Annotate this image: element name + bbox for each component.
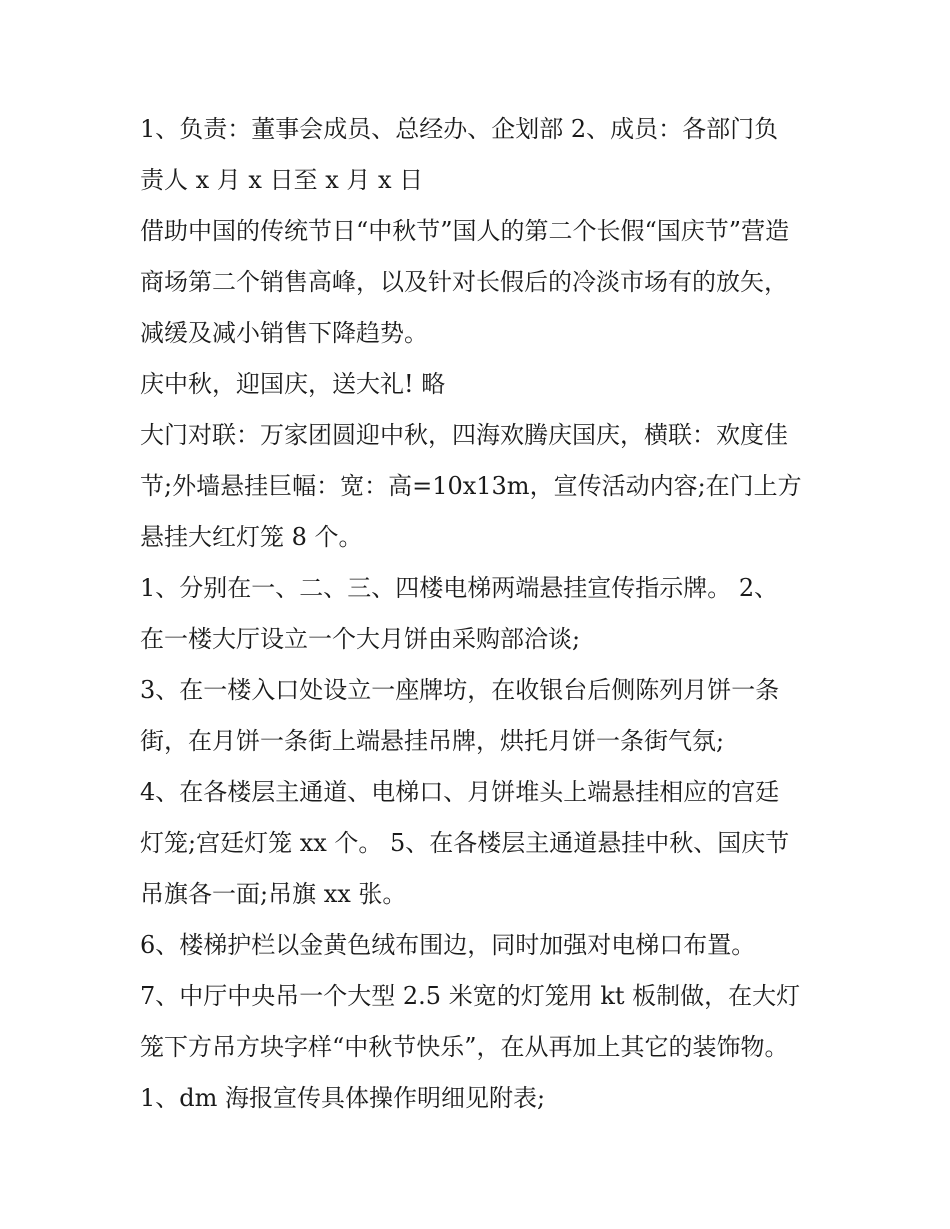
text-line: 节;外墙悬挂巨幅：宽：高=10x13m，宣传活动内容;在门上方 xyxy=(140,472,802,500)
text-line: 笼下方吊方块字样“中秋节快乐”，在从再加上其它的装饰物。 xyxy=(140,1033,789,1061)
text-line: 1、分别在一、二、三、四楼电梯两端悬挂宣传指示牌。 2、 xyxy=(140,574,779,602)
text-line: 悬挂大红灯笼 8 个。 xyxy=(140,523,363,551)
text-line: 街，在月饼一条街上端悬挂吊牌，烘托月饼一条街气氛; xyxy=(140,727,725,755)
text-line: 7、中厅中央吊一个大型 2.5 米宽的灯笼用 kt 板制做，在大灯 xyxy=(140,982,801,1010)
text-line: 6、楼梯护栏以金黄色绒布围边，同时加强对电梯口布置。 xyxy=(140,931,756,959)
text-line: 3、在一楼入口处设立一座牌坊，在收银台后侧陈列月饼一条 xyxy=(140,676,780,704)
text-line: 1、负责：董事会成员、总经办、企划部 2、成员：各部门负 xyxy=(140,115,779,143)
text-line: 在一楼大厅设立一个大月饼由采购部洽谈; xyxy=(140,625,581,653)
text-line: 借助中国的传统节日“中秋节”国人的第二个长假“国庆节”营造 xyxy=(140,217,790,245)
text-line: 大门对联：万家团圆迎中秋，四海欢腾庆国庆，横联：欢度佳 xyxy=(140,421,788,449)
document-body xyxy=(140,104,820,1124)
text-line: 庆中秋，迎国庆，送大礼! 略 xyxy=(140,370,446,398)
text-line: 减缓及减小销售下降趋势。 xyxy=(140,319,428,347)
text-line: 吊旗各一面;吊旗 xx 张。 xyxy=(140,880,407,908)
text-line: 灯笼;宫廷灯笼 xx 个。 5、在各楼层主通道悬挂中秋、国庆节 xyxy=(140,829,790,857)
text-line: 商场第二个销售高峰，以及针对长假后的冷淡市场有的放矢， xyxy=(140,268,788,296)
text-line: 4、在各楼层主通道、电梯口、月饼堆头上端悬挂相应的宫廷 xyxy=(140,778,780,806)
text-line: 责人 x 月 x 日至 x 月 x 日 xyxy=(140,166,424,194)
text-line: 1、dm 海报宣传具体操作明细见附表; xyxy=(140,1084,546,1112)
